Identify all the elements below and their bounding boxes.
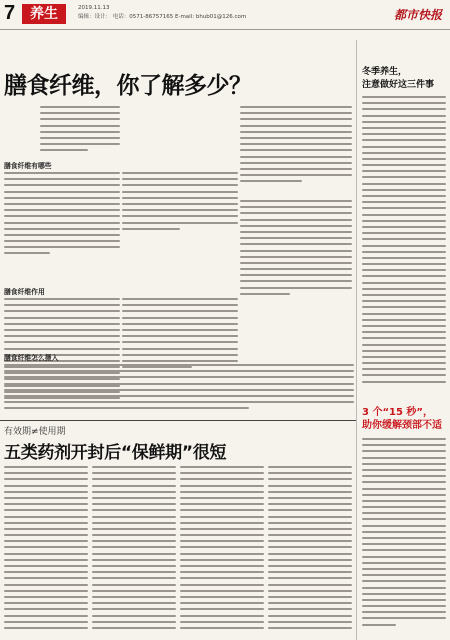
kicker-tag: 有效期≠使用期 bbox=[4, 427, 66, 437]
intro-text bbox=[40, 106, 120, 158]
newspaper-brand: 都市快报 bbox=[393, 8, 442, 22]
sidebar-title-neck bbox=[362, 406, 442, 432]
editor-contact bbox=[78, 13, 246, 22]
issue-date: 2019.11.13 bbox=[78, 5, 110, 11]
subhead-fiber-intake: 膳食纤维怎么摄入 bbox=[4, 354, 59, 362]
masthead bbox=[0, 0, 450, 30]
sidebar2-title-line2: 助你缓解颈部不适 bbox=[362, 420, 442, 431]
sidebar-title-winter bbox=[362, 66, 434, 92]
article-text-col1 bbox=[4, 172, 120, 264]
article-text-col3-top bbox=[240, 106, 352, 196]
page-number: 7 bbox=[4, 2, 16, 24]
sidebar-text-winter bbox=[362, 96, 446, 396]
article-text-col2-top bbox=[122, 172, 238, 242]
bottom-text-col1 bbox=[4, 466, 88, 638]
bottom-text-col4 bbox=[268, 466, 352, 638]
bottom-text-col3 bbox=[180, 466, 264, 638]
sidebar-title-line1: 冬季养生， bbox=[362, 67, 408, 77]
subhead-fiber-function: 膳食纤维作用 bbox=[4, 288, 45, 296]
article-text-col3 bbox=[240, 200, 352, 310]
sidebar2-title-line1: 3 个“15 秒”， bbox=[362, 407, 433, 418]
bottom-headline: 五类药剂开封后“保鲜期”很短 bbox=[4, 443, 227, 463]
sidebar-text-neck bbox=[362, 438, 446, 634]
article-text-intake bbox=[4, 364, 354, 414]
section-label: 养生 bbox=[22, 4, 66, 24]
contact-info: 电话：0571-86757165 E-mail: bhub01@126.com bbox=[112, 14, 247, 20]
header-meta bbox=[78, 4, 246, 22]
section-rule bbox=[0, 420, 356, 421]
main-headline: 膳食纤维，你了解多少？ bbox=[4, 73, 252, 99]
subhead-fiber-types: 膳食纤维有哪些 bbox=[4, 162, 52, 170]
sidebar-title-line2: 注意做好这三件事 bbox=[362, 80, 435, 90]
column-divider bbox=[356, 40, 357, 640]
editor-credit: 编辑：设计： bbox=[78, 14, 112, 20]
bottom-text-col2 bbox=[92, 466, 176, 638]
